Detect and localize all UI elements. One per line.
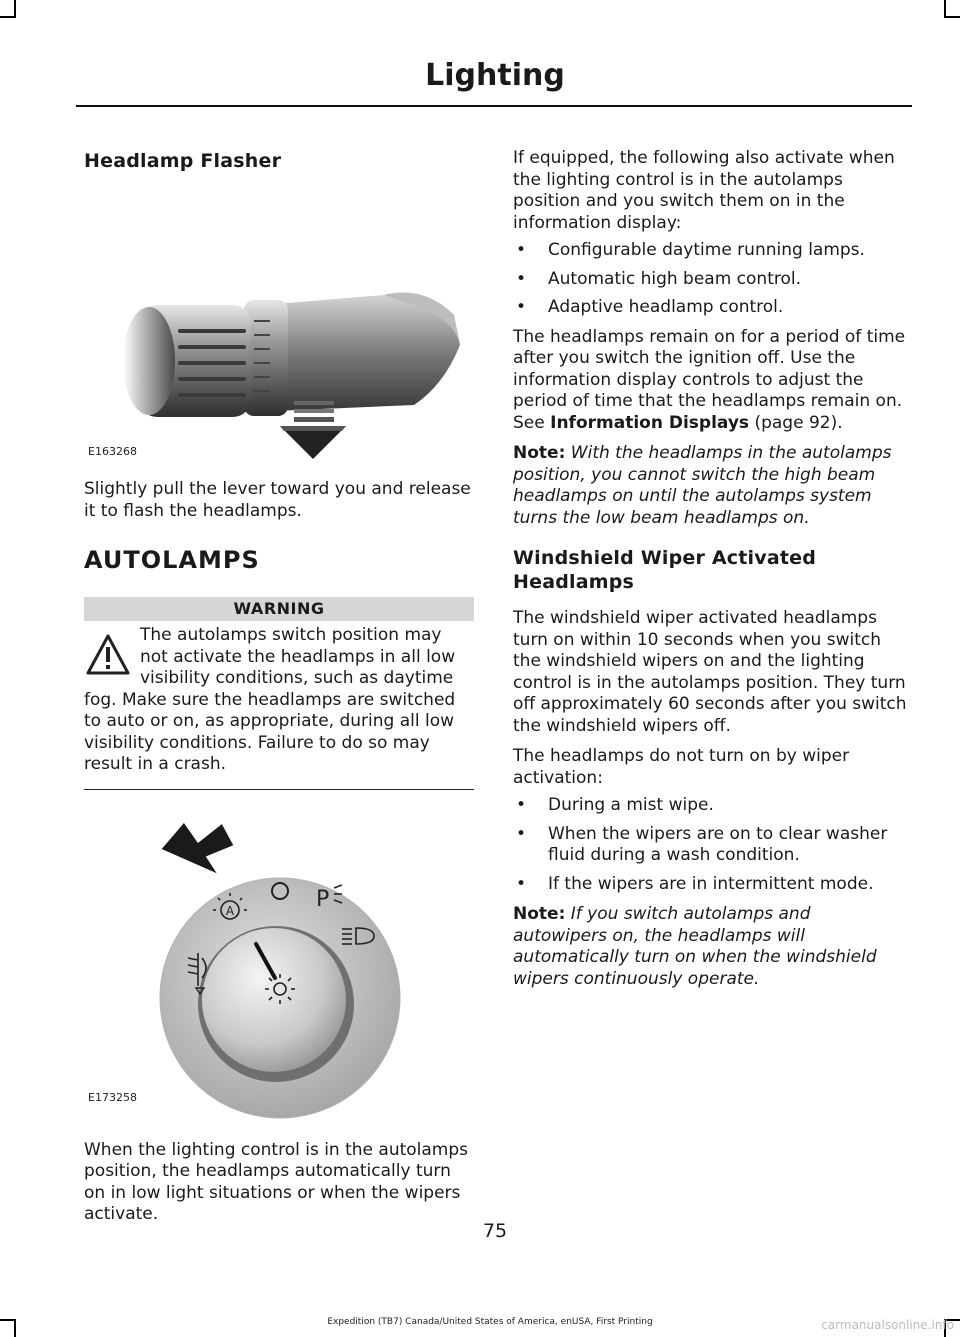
bullet-icon: • <box>516 795 527 815</box>
feature-list <box>513 240 908 319</box>
figure-code: E163268 <box>88 445 137 458</box>
page-title: Lighting <box>425 58 565 93</box>
wiper-paragraph: The windshield wiper activated headlamps turn on within 10 seconds when you switch the windshield wipers on and the lighting control is in the autolamps position. They turn off approximately 60 seconds after you switch the windshield wipers off. <box>513 608 907 736</box>
list-item: • Configurable daytime running lamps. <box>516 240 865 260</box>
lever-figure <box>84 175 474 465</box>
list-item: • When the wipers are on to clear washer fluid during a wash condition. <box>516 823 888 865</box>
lighting-control-illustration <box>84 808 474 1126</box>
note-label: Note: <box>513 904 566 924</box>
note-text: If you switch autolamps and autowipers on, the headlamps will automatically turn on when the windshield wipers continuously operate. <box>513 904 877 989</box>
left-column <box>84 143 474 1226</box>
wiper-exceptions-list <box>513 795 908 895</box>
bullet-icon: • <box>516 268 527 289</box>
crop-mark <box>944 0 946 16</box>
note-autowipers <box>513 904 908 990</box>
lighting-control-figure <box>84 808 474 1126</box>
figure-code: E173258 <box>88 1090 137 1104</box>
header-rule <box>76 105 912 107</box>
crop-mark <box>14 0 16 16</box>
svg-text:A: A <box>225 903 235 918</box>
remain-paragraph: The headlamps remain on for a period of time after you switch the ignition off. Use the information display controls to adjust the period of time that the headlamps remain on. See Information Displays (page 92). <box>513 326 906 433</box>
bullet-icon: • <box>516 823 527 844</box>
autolamps-paragraph: When the lighting control is in the autolamps position, the headlamps automatically turn on in low light situations or when the wipers activate. <box>84 1139 469 1224</box>
autolamps-heading: AUTOLAMPS <box>84 546 260 574</box>
crop-mark <box>0 16 16 18</box>
bullet-icon: • <box>516 873 527 894</box>
note-autolamps <box>513 443 908 529</box>
note-label: Note: <box>513 443 566 463</box>
warning-body <box>84 621 474 789</box>
list-item: • If the wipers are in intermittent mode. <box>516 873 874 894</box>
not-on-paragraph: The headlamps do not turn on by wiper activation: <box>513 746 850 788</box>
bullet-icon: • <box>516 297 527 317</box>
information-displays-link[interactable]: Information Displays <box>550 412 750 433</box>
page-number: 75 <box>482 1220 508 1242</box>
bullet-icon: • <box>516 240 527 260</box>
note-text: With the headlamps in the autolamps position, you cannot switch the high beam headlamps on until the autolamps system turns the low beam headlamps on. <box>513 443 892 528</box>
wiper-headlamps-heading: Windshield Wiper Activated Headlamps <box>513 547 817 593</box>
rotate-arrow-icon <box>160 808 238 875</box>
warning-triangle-icon <box>86 633 130 677</box>
warning-label: WARNING <box>84 597 474 621</box>
page-reference: (page 92). <box>754 412 843 433</box>
crop-mark <box>944 16 960 18</box>
list-item: • Automatic high beam control. <box>516 268 802 289</box>
warning-box <box>84 597 474 790</box>
list-item: • Adaptive headlamp control. <box>516 297 784 317</box>
watermark: carmanualsonline.info <box>821 1318 954 1332</box>
list-item: • During a mist wipe. <box>516 795 714 815</box>
warning-rule <box>84 789 474 790</box>
lever-illustration <box>84 175 474 465</box>
intro-paragraph: If equipped, the following also activate when the lighting control is in the autolamps position and you switch them on in the information display: <box>513 148 895 233</box>
footer-text: Expedition (TB7) Canada/United States of America, enUSA, First Printing <box>327 1317 653 1327</box>
right-column <box>513 143 908 990</box>
flasher-paragraph: Slightly pull the lever toward you and release it to flash the headlamps. <box>84 479 471 521</box>
svg-text:P: P <box>316 886 330 912</box>
warning-text: The autolamps switch position may not activate the headlamps in all low visibility conditions, such as daytime fog. Make sure the headlamps are switched to auto or on, as appropriate, during all low visibility conditions. Failure to do so may result in a crash. <box>84 625 456 774</box>
headlamp-flasher-heading: Headlamp Flasher <box>84 150 282 172</box>
